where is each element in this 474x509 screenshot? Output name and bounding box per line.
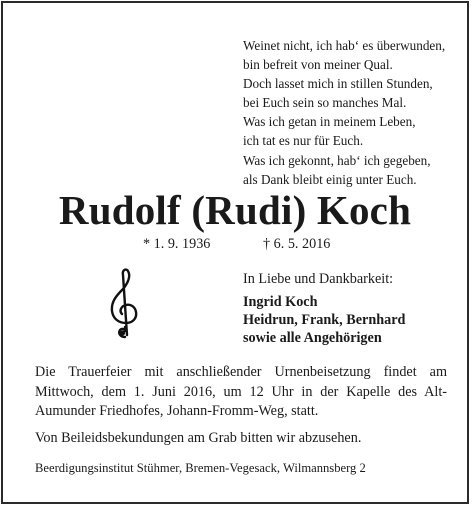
poem-line: als Dank bleibt einig unter Euch.: [243, 171, 417, 187]
poem-line: bin befreit von meiner Qual.: [243, 57, 393, 73]
poem-line: Weinet nicht, ich hab‘ es überwunden,: [243, 38, 446, 53]
mourners-intro: In Liebe und Dankbarkeit:: [243, 271, 394, 287]
obituary-frame: [1, 1, 469, 504]
funeral-service-text: Die Trauerfeier mit anschließender Urnenbeisetzung findet am Mittwoch, dem 1. Juni 2016, um 12 Uhr in der Kapelle des Alt-Aumunder Friedhofes, Johann-Fromm-Weg, statt.: [35, 364, 447, 419]
mourner-name: sowie alle Angehörigen: [243, 330, 382, 346]
poem-line: bei Euch sein so manches Mal.: [243, 95, 407, 111]
condolence-note: Von Beileidsbekundungen am Grab bitten wir abzusehen.: [35, 430, 362, 446]
deceased-name: Rudolf (Rudi) Koch: [58, 187, 412, 233]
mourner-name: Ingrid Koch: [243, 294, 318, 310]
poem: [243, 36, 445, 189]
funeral-home: Beerdigungsinstitut Stühmer, Bremen-Vegesack, Wilmannsberg 2: [35, 461, 366, 475]
treble-clef-icon: [103, 267, 149, 339]
death-date: † 6. 5. 2016: [263, 236, 331, 252]
poem-line: Doch lasset mich in stillen Stunden,: [243, 76, 433, 92]
mourners-block: [243, 270, 405, 347]
poem-line: ich tat es nur für Euch.: [243, 133, 364, 149]
poem-line: Was ich getan in meinem Leben,: [243, 114, 416, 130]
mourner-name: Heidrun, Frank, Bernhard: [243, 312, 406, 328]
poem-line: Was ich gekonnt, hab‘ ich gegeben,: [243, 152, 431, 168]
birth-date: * 1. 9. 1936: [143, 236, 211, 252]
